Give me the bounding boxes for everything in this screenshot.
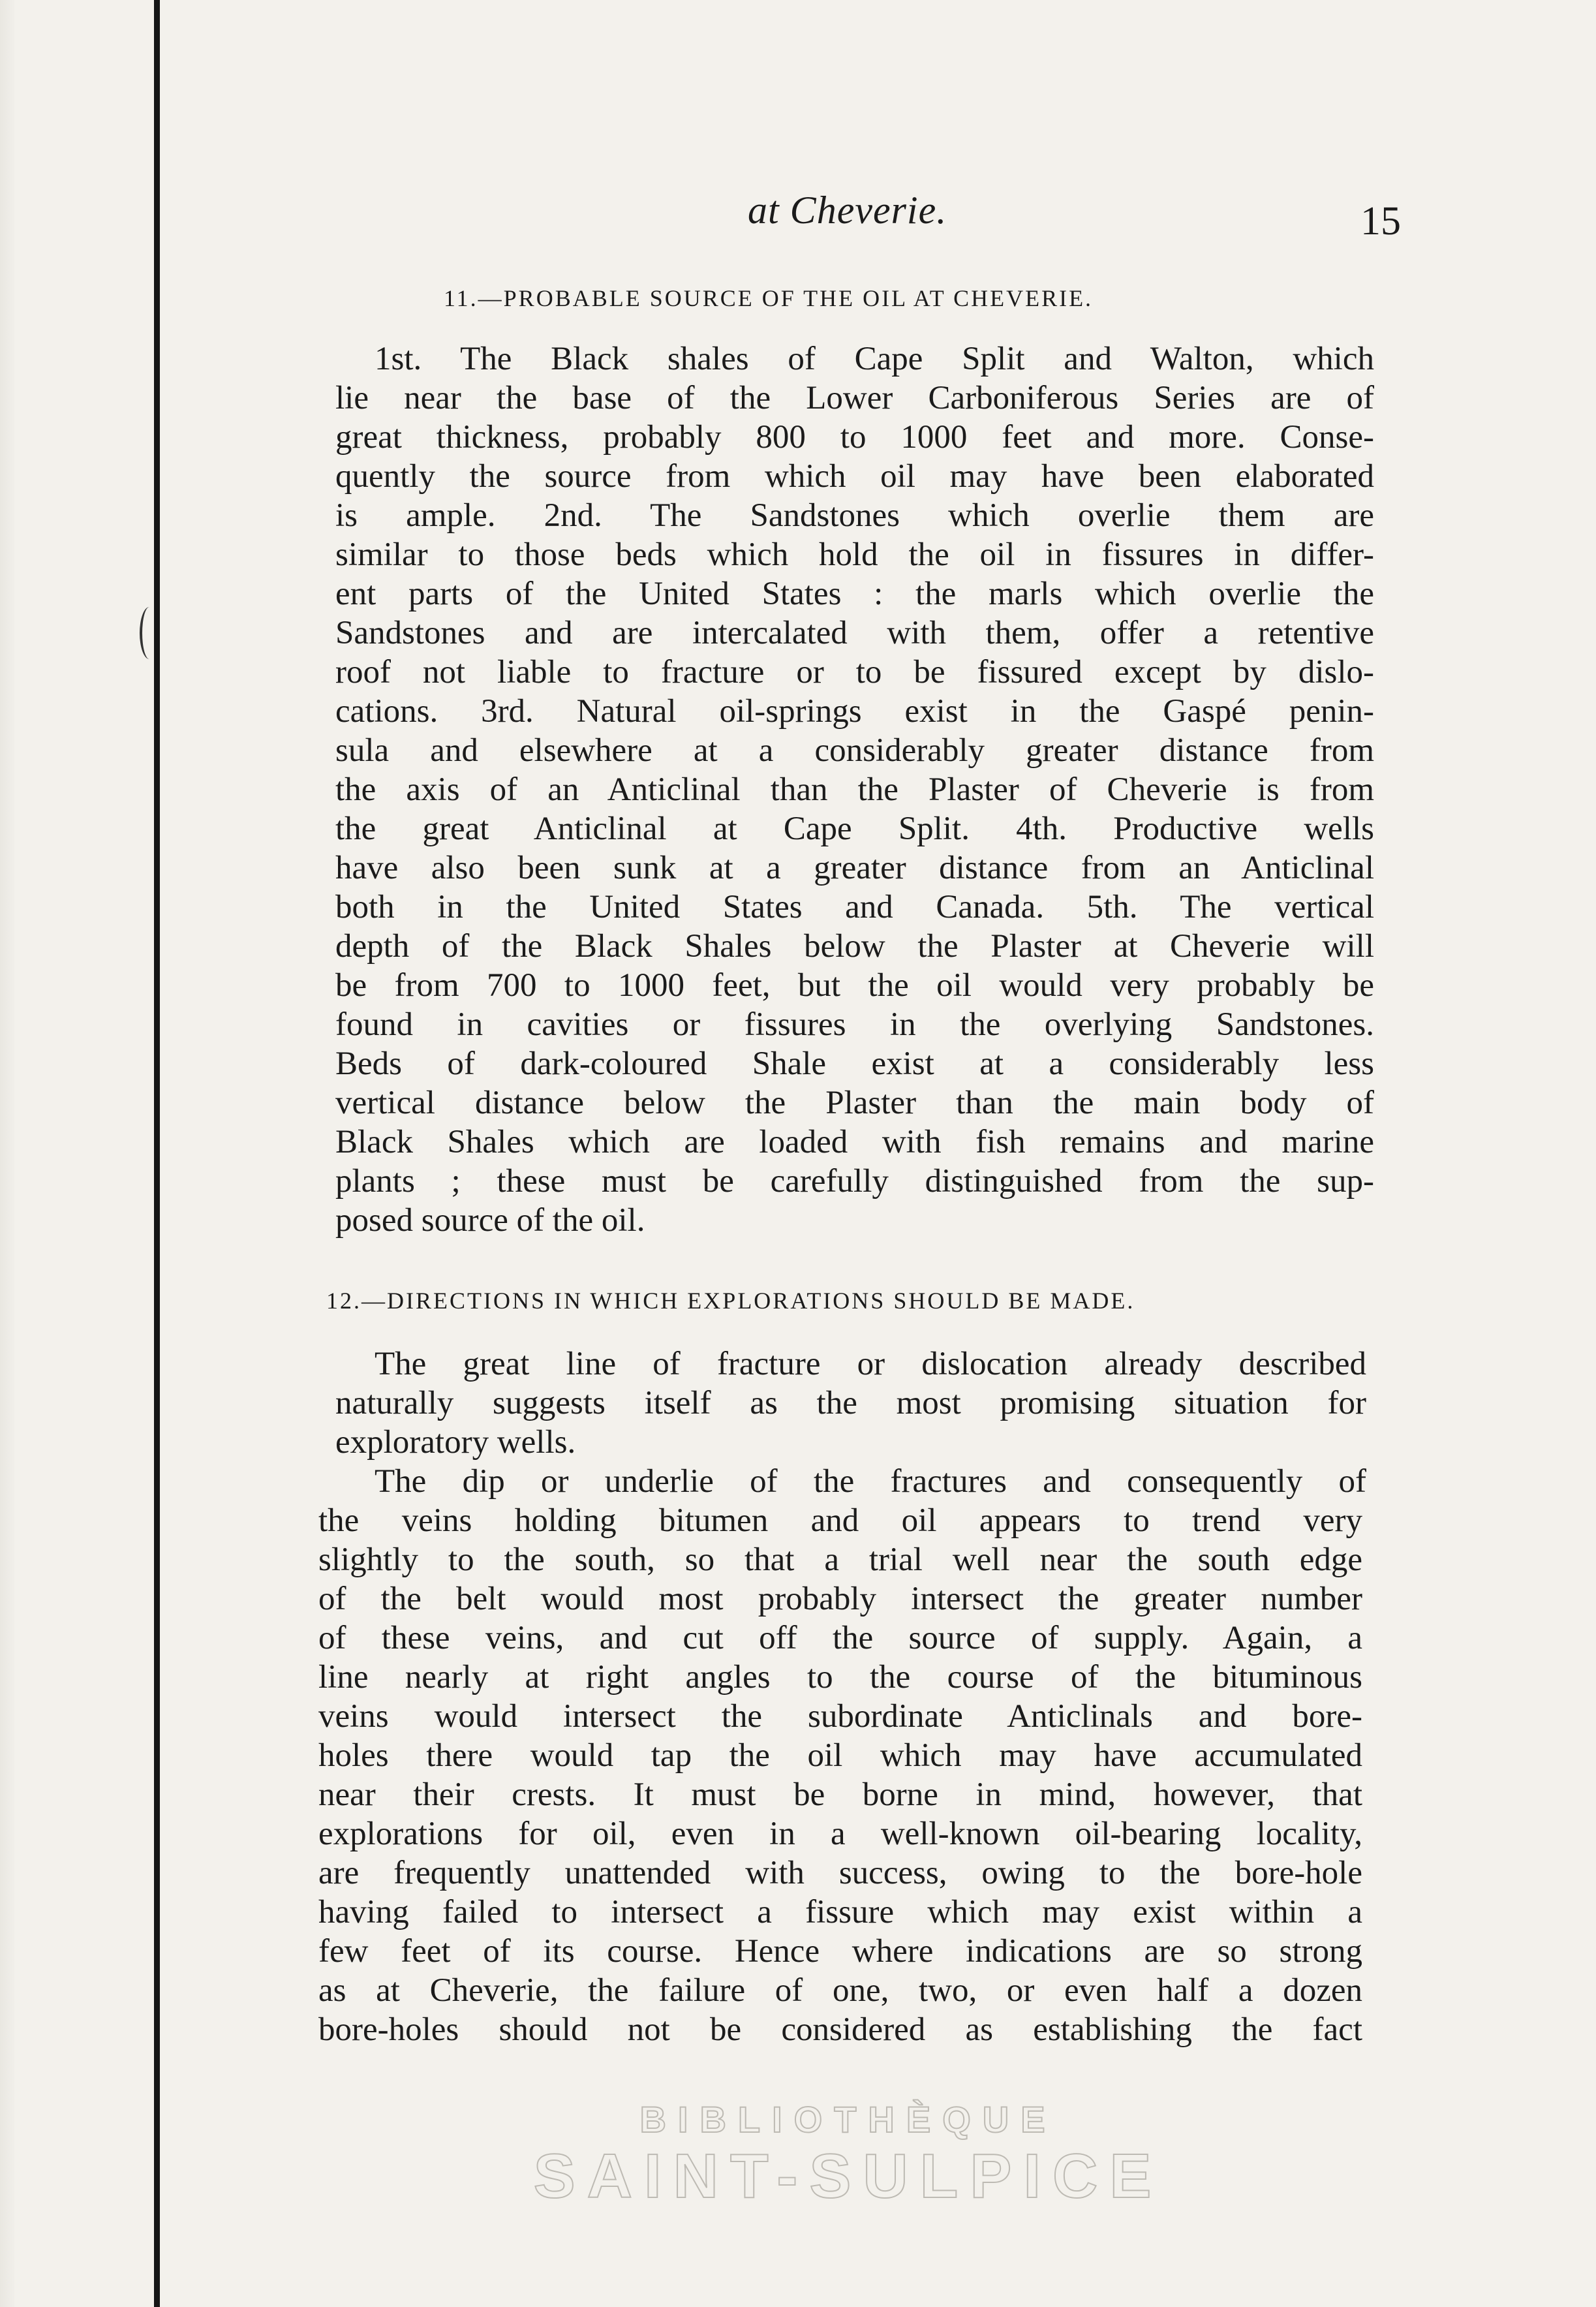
stamp-line-2: SAINT-SULPICE [533,2141,1163,2211]
text-line: cations. 3rd. Natural oil-springs exist in the Gaspé penin- [335,693,1374,730]
text-line: of the belt would most probably intersect the greater number [318,1581,1362,1617]
text-line: be from 700 to 1000 feet, but the oil would very probably be [335,967,1374,1004]
text-line: slightly to the south, so that a trial well near the south edge [318,1541,1362,1578]
binding-edge-line [154,0,160,2307]
text-line: are frequently unattended with success, owing to the bore-hole [318,1855,1362,1891]
text-line: ent parts of the United States : the marls which overlie the [335,576,1374,612]
text-line: The great line of fracture or dislocation already described [375,1346,1366,1382]
text-line: the veins holding bitumen and oil appears to trend very [318,1502,1362,1539]
text-line: veins would intersect the subordinate Anticlinals and bore- [318,1698,1362,1735]
text-line: depth of the Black Shales below the Plaster at Cheverie will [335,928,1374,965]
page-number: 15 [1360,199,1401,243]
text-line: plants ; these must be carefully distinguished from the sup- [335,1163,1374,1200]
text-line: lie near the base of the Lower Carboniferous Series are of [335,380,1374,416]
text-line: both in the United States and Canada. 5th. The vertical [335,889,1374,925]
text-line: naturally suggests itself as the most promising situation for [335,1385,1366,1421]
text-line: of these veins, and cut off the source of supply. Again, a [318,1620,1362,1656]
text-line: is ample. 2nd. The Sandstones which overlie them are [335,497,1374,534]
section-heading-12: 12.—DIRECTIONS IN WHICH EXPLORATIONS SHOULD BE MADE. [326,1288,1135,1314]
text-line: found in cavities or fissures in the overlying Sandstones. [335,1006,1374,1043]
text-line: similar to those beds which hold the oil in fissures in differ- [335,536,1374,573]
text-line: the great Anticlinal at Cape Split. 4th. Productive wells [335,811,1374,847]
text-line: roof not liable to fracture or to be fissured except by dislo- [335,654,1374,690]
text-line: quently the source from which oil may have been elaborated [335,458,1374,495]
text-line: the axis of an Anticlinal than the Plaster of Cheverie is from [335,771,1374,808]
text-line: exploratory wells. [335,1424,576,1461]
text-line: The dip or underlie of the fractures and consequently of [375,1463,1366,1500]
text-line: holes there would tap the oil which may have accumulated [318,1737,1362,1774]
text-line: great thickness, probably 800 to 1000 feet and more. Conse- [335,419,1374,456]
text-line: 1st. The Black shales of Cape Split and Walton, which [375,341,1374,377]
section-heading-11: 11.—PROBABLE SOURCE OF THE OIL AT CHEVERIE. [444,285,1094,311]
text-line: explorations for oil, even in a well-known oil-bearing locality, [318,1816,1362,1852]
library-stamp [533,2099,1163,2211]
text-line: posed source of the oil. [335,1202,645,1239]
text-line: line nearly at right angles to the course of the bituminous [318,1659,1362,1695]
text-line: have also been sunk at a greater distance from an Anticlinal [335,850,1374,886]
text-line: sula and elsewhere at a considerably greater distance from [335,732,1374,769]
text-line: Sandstones and are intercalated with them, offer a retentive [335,615,1374,651]
text-line: having failed to intersect a fissure which may exist within a [318,1894,1362,1930]
page-gutter [0,0,14,2307]
text-line: as at Cheverie, the failure of one, two, or even half a dozen [318,1972,1362,2009]
binding-notch [140,607,159,659]
text-line: few feet of its course. Hence where indications are so strong [318,1933,1362,1970]
running-head: at Cheverie. [748,189,947,232]
stamp-line-1: BIBLIOTHÈQUE [639,2099,1057,2140]
text-line: vertical distance below the Plaster than the main body of [335,1085,1374,1121]
text-line: Beds of dark-coloured Shale exist at a considerably less [335,1045,1374,1082]
text-line: Black Shales which are loaded with fish remains and marine [335,1124,1374,1160]
text-line: near their crests. It must be borne in mind, however, that [318,1776,1362,1813]
text-line: bore-holes should not be considered as establishing the fact [318,2011,1362,2048]
